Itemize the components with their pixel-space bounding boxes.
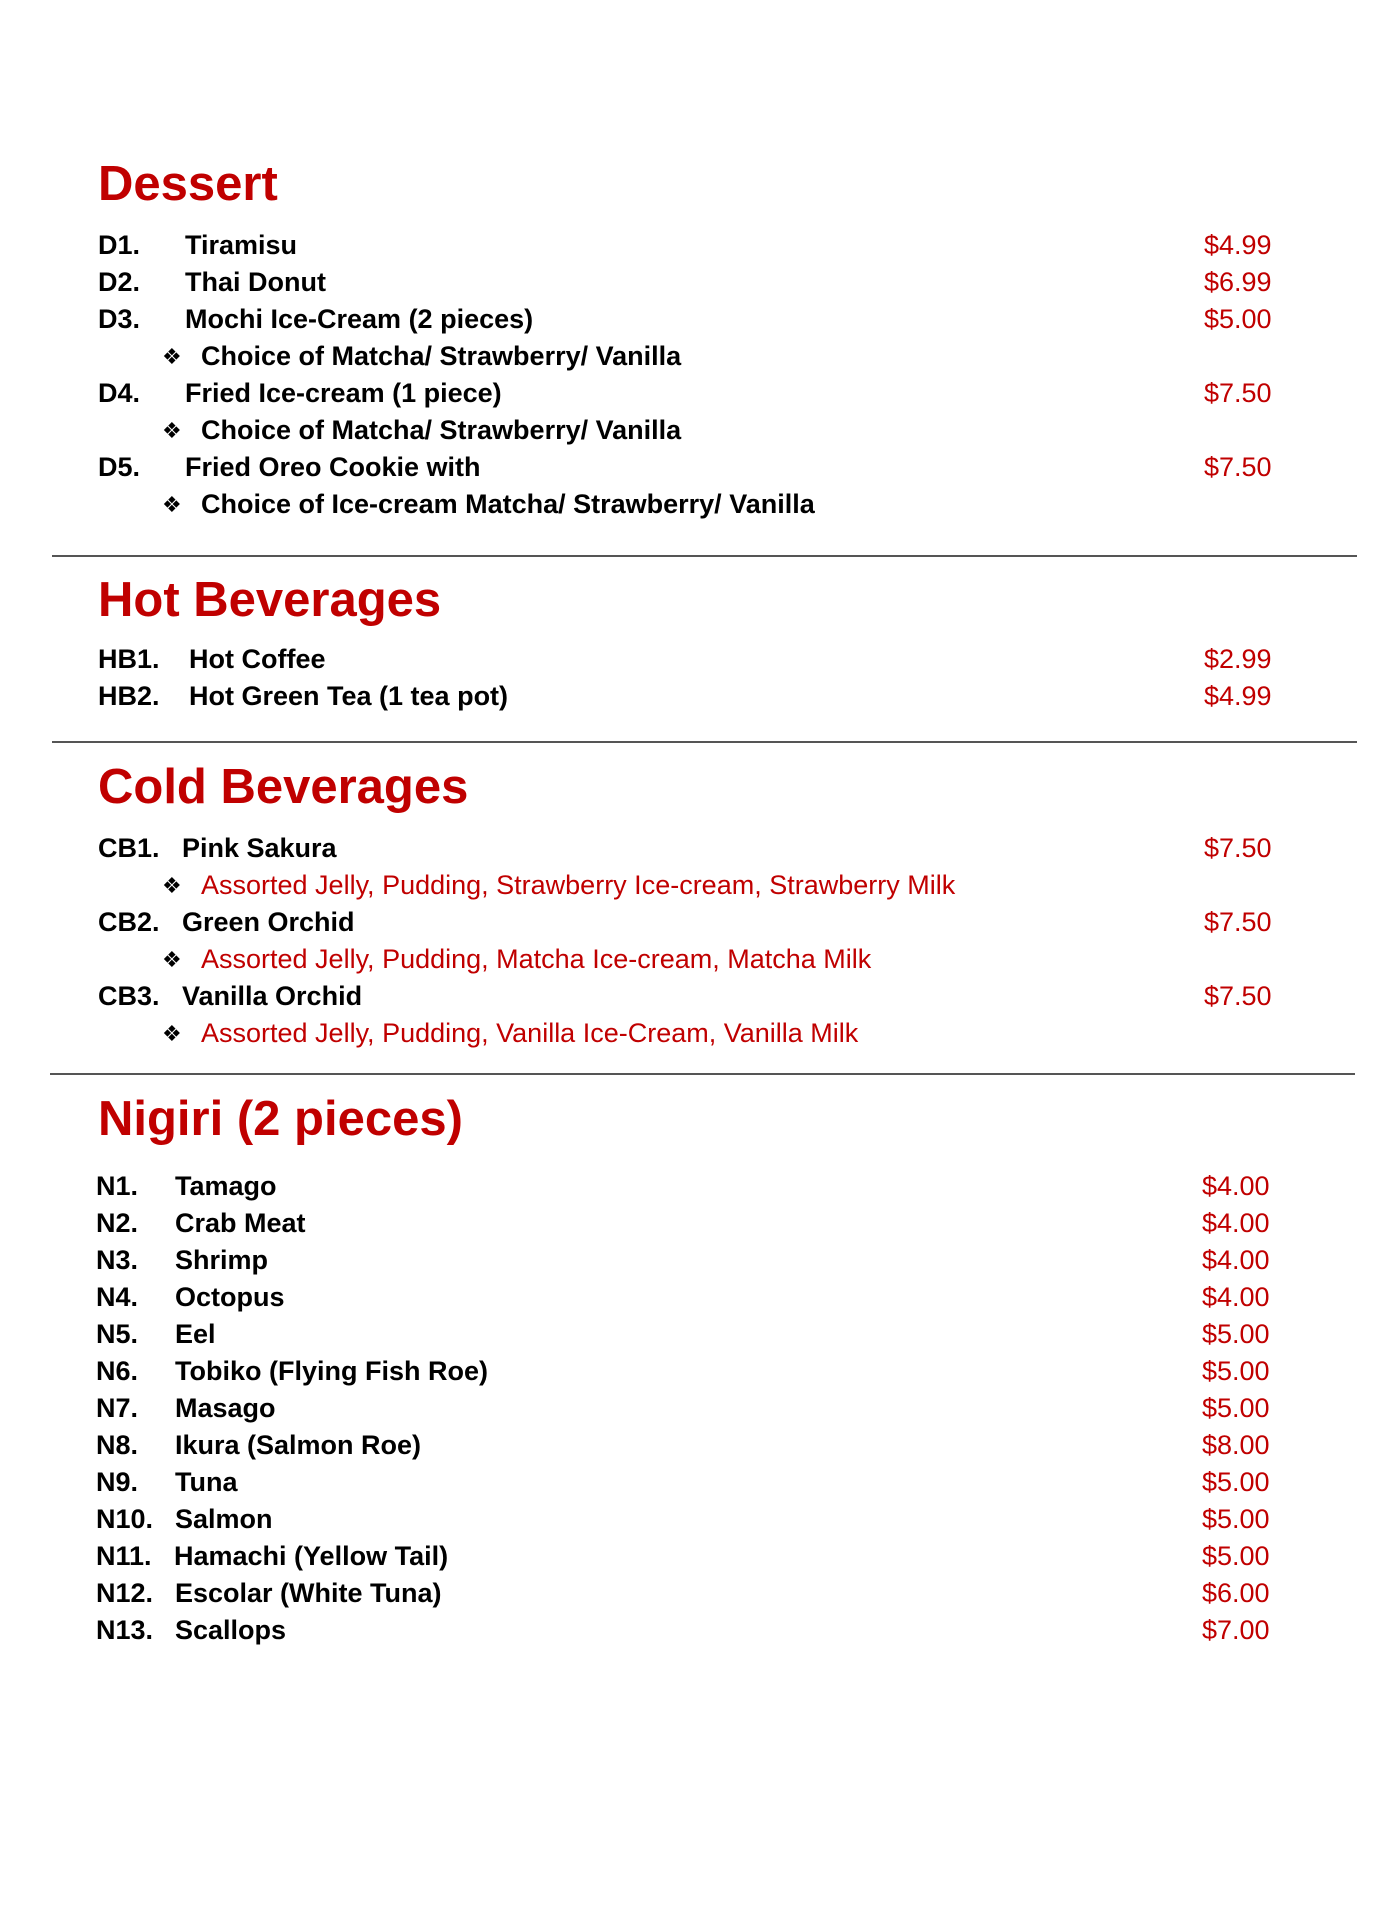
item-price: $5.00	[1202, 1319, 1270, 1349]
item-name: Green Orchid	[182, 907, 355, 937]
item-name: Ikura (Salmon Roe)	[175, 1430, 422, 1460]
diamond-bullet-icon: ❖	[162, 947, 182, 972]
menu-item	[0, 1464, 1397, 1501]
item-price: $5.00	[1202, 1504, 1270, 1534]
item-name: Escolar (White Tuna)	[175, 1578, 442, 1608]
item-price: $4.99	[1204, 230, 1272, 260]
item-code: D3.	[98, 304, 141, 334]
item-price: $6.00	[1202, 1578, 1270, 1608]
item-code: D1.	[98, 230, 141, 260]
item-note-text: Choice of Matcha/ Strawberry/ Vanilla	[201, 341, 682, 371]
item-price: $7.50	[1204, 833, 1272, 863]
item-note-text: Assorted Jelly, Pudding, Matcha Ice-cream, Matcha Milk	[201, 944, 872, 974]
item-code: CB3.	[98, 981, 160, 1011]
menu-item	[0, 978, 1397, 1015]
item-code: D2.	[98, 267, 141, 297]
item-name: Tamago	[175, 1171, 277, 1201]
item-name: Tobiko (Flying Fish Roe)	[175, 1356, 488, 1386]
item-note-text: Choice of Matcha/ Strawberry/ Vanilla	[201, 415, 682, 445]
item-code: HB2.	[98, 681, 160, 711]
nigiri-heading: Nigiri (2 pieces)	[98, 1092, 463, 1146]
item-code: N12.	[96, 1578, 154, 1608]
section-divider	[50, 1073, 1355, 1075]
menu-item	[0, 1612, 1397, 1649]
item-price: $7.50	[1204, 907, 1272, 937]
item-name: Eel	[175, 1319, 216, 1349]
cold-beverages-heading: Cold Beverages	[98, 760, 469, 814]
item-name: Fried Oreo Cookie with	[185, 452, 481, 482]
menu-item	[0, 264, 1397, 301]
item-note-text: Choice of Ice-cream Matcha/ Strawberry/ Vanilla	[201, 489, 815, 519]
menu-item	[0, 641, 1397, 678]
item-name: Tuna	[175, 1467, 238, 1497]
item-price: $7.50	[1204, 452, 1272, 482]
menu-item	[0, 1316, 1397, 1353]
item-name: Tiramisu	[185, 230, 298, 260]
item-price: $7.50	[1204, 981, 1272, 1011]
menu-item	[0, 227, 1397, 264]
item-code: N7.	[96, 1393, 139, 1423]
item-price: $5.00	[1202, 1467, 1270, 1497]
section-divider	[52, 741, 1357, 743]
item-code: N10.	[96, 1504, 154, 1534]
menu-item	[0, 301, 1397, 338]
item-name: Salmon	[175, 1504, 273, 1534]
diamond-bullet-icon: ❖	[162, 873, 182, 898]
menu-item	[0, 375, 1397, 412]
item-price: $4.00	[1202, 1171, 1270, 1201]
item-code: N9.	[96, 1467, 139, 1497]
item-price: $4.00	[1202, 1245, 1270, 1275]
menu-item	[0, 1538, 1397, 1575]
item-price: $5.00	[1202, 1393, 1270, 1423]
item-price: $2.99	[1204, 644, 1272, 674]
item-name: Crab Meat	[175, 1208, 306, 1238]
item-name: Mochi Ice-Cream (2 pieces)	[185, 304, 534, 334]
item-code: N6.	[96, 1356, 139, 1386]
diamond-bullet-icon: ❖	[162, 1021, 182, 1046]
item-price: $7.50	[1204, 378, 1272, 408]
item-price: $4.00	[1202, 1282, 1270, 1312]
item-code: N11.	[96, 1541, 152, 1571]
hot-beverages-heading: Hot Beverages	[98, 573, 442, 627]
item-price: $4.99	[1204, 681, 1272, 711]
diamond-bullet-icon: ❖	[162, 418, 182, 443]
item-code: CB1.	[98, 833, 160, 863]
item-name: Masago	[175, 1393, 276, 1423]
menu-item	[0, 1501, 1397, 1538]
item-code: D4.	[98, 378, 141, 408]
section-divider	[52, 555, 1357, 557]
item-code: N3.	[96, 1245, 139, 1275]
menu-item	[0, 678, 1397, 715]
menu-item	[0, 1575, 1397, 1612]
item-price: $5.00	[1204, 304, 1272, 334]
menu-item	[0, 1242, 1397, 1279]
item-price: $4.00	[1202, 1208, 1270, 1238]
item-code: N1.	[96, 1171, 139, 1201]
item-code: HB1.	[98, 644, 160, 674]
menu-item	[0, 1353, 1397, 1390]
item-name: Hot Green Tea (1 tea pot)	[189, 681, 509, 711]
item-price: $8.00	[1202, 1430, 1270, 1460]
menu-item	[0, 449, 1397, 486]
item-name: Scallops	[175, 1615, 287, 1645]
item-name: Vanilla Orchid	[182, 981, 363, 1011]
menu-item	[0, 1205, 1397, 1242]
item-code: N8.	[96, 1430, 139, 1460]
item-code: N5.	[96, 1319, 139, 1349]
diamond-bullet-icon: ❖	[162, 344, 182, 369]
dessert-heading: Dessert	[98, 157, 278, 211]
item-price: $5.00	[1202, 1356, 1270, 1386]
item-name: Fried Ice-cream (1 piece)	[185, 378, 502, 408]
menu-item	[0, 904, 1397, 941]
item-name: Hot Coffee	[189, 644, 326, 674]
menu-item	[0, 1168, 1397, 1205]
diamond-bullet-icon: ❖	[162, 492, 182, 517]
item-name: Octopus	[175, 1282, 285, 1312]
item-name: Pink Sakura	[182, 833, 337, 863]
item-code: N13.	[96, 1615, 154, 1645]
item-note-text: Assorted Jelly, Pudding, Strawberry Ice-cream, Strawberry Milk	[201, 870, 956, 900]
item-name: Thai Donut	[185, 267, 326, 297]
menu-item	[0, 1390, 1397, 1427]
item-code: N2.	[96, 1208, 139, 1238]
item-note-text: Assorted Jelly, Pudding, Vanilla Ice-Cream, Vanilla Milk	[201, 1018, 859, 1048]
menu-item	[0, 1427, 1397, 1464]
item-code: D5.	[98, 452, 141, 482]
item-price: $6.99	[1204, 267, 1272, 297]
menu-item	[0, 1279, 1397, 1316]
item-name: Shrimp	[175, 1245, 269, 1275]
item-price: $5.00	[1202, 1541, 1270, 1571]
menu-item	[0, 830, 1397, 867]
item-code: CB2.	[98, 907, 160, 937]
item-price: $7.00	[1202, 1615, 1270, 1645]
item-name: Hamachi (Yellow Tail)	[174, 1541, 449, 1571]
item-code: N4.	[96, 1282, 139, 1312]
